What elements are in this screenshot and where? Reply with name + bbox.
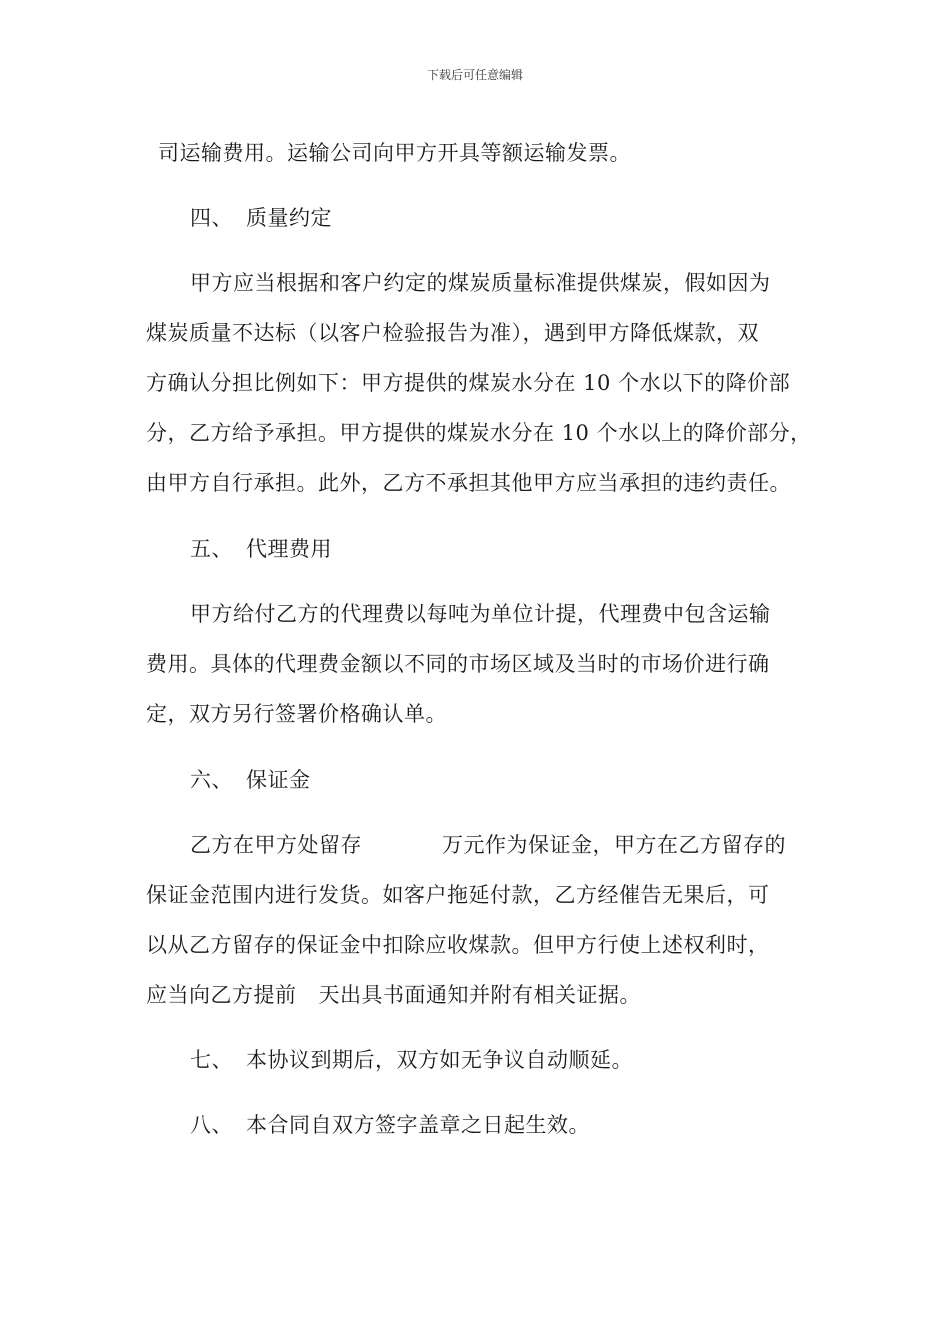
section-heading-7 [190, 1047, 633, 1073]
paragraph-line: 甲方应当根据和客户约定的煤炭质量标准提供煤炭，假如因为 [190, 271, 771, 295]
text-segment: 天出具书面通知并附有相关证据。 [318, 983, 641, 1007]
paragraph-line: 分，乙方给予承担。甲方提供的煤炭水分在 10 个水以上的降价部分， [146, 421, 812, 445]
section-heading-6 [190, 767, 311, 793]
section-title: 代理费用 [246, 537, 332, 561]
section-heading-5 [190, 536, 332, 562]
section-number: 六、 [190, 768, 233, 792]
section-number: 五、 [190, 537, 233, 561]
paragraph-line [190, 832, 786, 858]
text-segment: 万元作为保证金，甲方在乙方留存的 [442, 833, 786, 857]
section-number: 八、 [190, 1113, 233, 1137]
section-number: 七、 [190, 1048, 233, 1072]
text-segment: 乙方在甲方处留存 [190, 833, 362, 857]
paragraph-line: 以从乙方留存的保证金中扣除应收煤款。但甲方行使上述权利时， [146, 933, 770, 957]
paragraph-line: 甲方给付乙方的代理费以每吨为单位计提，代理费中包含运输 [190, 602, 771, 626]
paragraph-line: 由甲方自行承担。此外，乙方不承担其他甲方应当承担的违约责任。 [146, 471, 791, 495]
paragraph-line: 保证金范围内进行发货。如客户拖延付款，乙方经催告无果后，可 [146, 883, 770, 907]
paragraph-line: 费用。具体的代理费金额以不同的市场区域及当时的市场价进行确 [146, 652, 770, 676]
paragraph-line: 煤炭质量不达标（以客户检验报告为准），遇到甲方降低煤款，双 [146, 321, 759, 345]
paragraph-line: 司运输费用。运输公司向甲方开具等额运输发票。 [158, 141, 631, 165]
section-text: 本合同自双方签字盖章之日起生效。 [246, 1113, 590, 1137]
text-segment: 应当向乙方提前 [146, 983, 297, 1007]
paragraph-line: 方确认分担比例如下：甲方提供的煤炭水分在 10 个水以下的降价部 [146, 371, 791, 395]
section-title: 保证金 [246, 768, 311, 792]
section-number: 四、 [190, 206, 233, 230]
section-heading-8 [190, 1112, 590, 1138]
paragraph-line [146, 982, 641, 1008]
section-heading-4 [190, 205, 332, 231]
section-title: 质量约定 [246, 206, 332, 230]
paragraph-line: 定，双方另行签署价格确认单。 [146, 702, 447, 726]
page-header: 下载后可任意编辑 [426, 68, 523, 82]
section-text: 本协议到期后，双方如无争议自动顺延。 [246, 1048, 633, 1072]
